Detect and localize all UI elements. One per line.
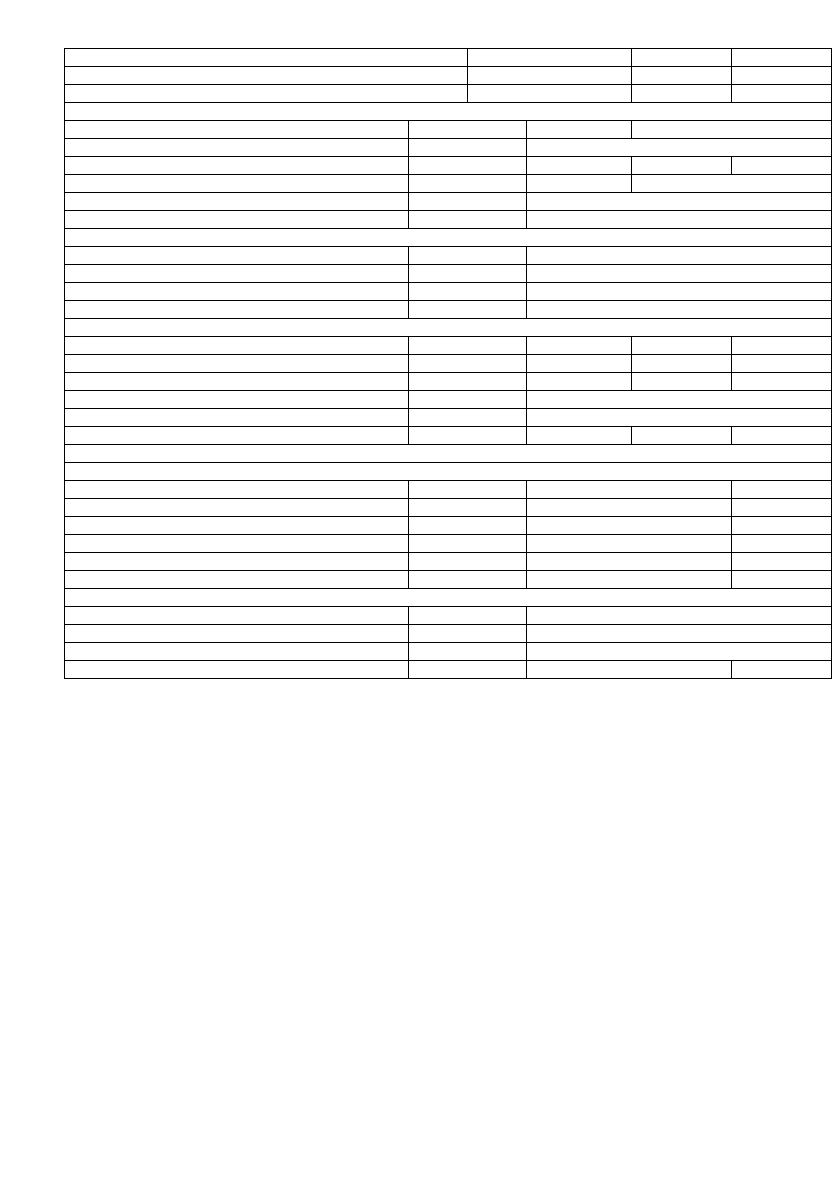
table-cell [409,499,527,517]
table-row [65,139,832,157]
table-cell [527,157,632,175]
table-cell [632,121,832,139]
table-cell [409,643,527,661]
table-row [65,409,832,427]
table-cell [65,49,468,67]
table-cell [527,373,632,391]
table-row [65,175,832,193]
table-cell [632,157,732,175]
table-row [65,373,832,391]
table-cell [65,337,409,355]
table-cell [732,535,832,553]
table-cell [409,247,527,265]
table-cell [527,391,832,409]
table-row [65,391,832,409]
table-section-row [65,319,832,337]
table-cell [409,121,527,139]
table-cell [65,319,832,337]
table-cell [632,175,832,193]
table-cell [65,643,409,661]
table-cell [527,175,632,193]
table-cell [409,661,527,679]
table-cell [65,571,409,589]
table-section-row [65,445,832,463]
table-cell [732,373,832,391]
table-cell [527,265,832,283]
table-cell [527,139,832,157]
table-cell [409,481,527,499]
table-cell [632,427,732,445]
table-cell [409,391,527,409]
table-row [65,499,832,517]
table-cell [65,229,832,247]
table-cell [409,553,527,571]
table-cell [65,481,409,499]
table-cell [632,49,732,67]
table-cell [409,193,527,211]
table-cell [527,301,832,319]
table-cell [468,49,632,67]
table-cell [65,535,409,553]
table-cell [65,103,832,121]
table-cell [632,85,732,103]
table-cell [468,67,632,85]
table-cell [409,427,527,445]
table-row [65,247,832,265]
table-row [65,301,832,319]
table-row [65,67,832,85]
table-cell [65,157,409,175]
table-cell [409,517,527,535]
table-cell [732,517,832,535]
table-cell [527,499,732,517]
table-cell [65,625,409,643]
table-section-row [65,229,832,247]
table-cell [65,211,409,229]
table-section-row [65,589,832,607]
table-cell [65,121,409,139]
table-cell [409,355,527,373]
table-row [65,85,832,103]
table-cell [527,409,832,427]
table-cell [65,661,409,679]
table-row [65,535,832,553]
table-cell [527,283,832,301]
table-section-row [65,103,832,121]
table-cell [65,283,409,301]
table-cell [65,139,409,157]
table-row [65,211,832,229]
table-cell [527,355,632,373]
table-cell [732,661,832,679]
table-cell [409,265,527,283]
table-cell [527,481,732,499]
table-cell [65,391,409,409]
table-cell [409,571,527,589]
table-body [65,49,832,679]
table-cell [527,661,732,679]
table-cell [65,193,409,211]
table-row [65,625,832,643]
table-row [65,553,832,571]
table-cell [732,85,832,103]
table-cell [65,607,409,625]
table-cell [732,481,832,499]
table-cell [409,175,527,193]
table-cell [527,625,832,643]
table-cell [65,301,409,319]
table-section-row [65,463,832,481]
table-cell [65,85,468,103]
table-row [65,49,832,67]
table-cell [732,499,832,517]
table-cell [527,553,732,571]
table-cell [527,427,632,445]
table-cell [632,355,732,373]
table-cell [409,283,527,301]
table-cell [65,517,409,535]
table-cell [632,67,732,85]
table-row [65,337,832,355]
table-cell [65,175,409,193]
table-row [65,265,832,283]
table-cell [65,355,409,373]
table-cell [409,607,527,625]
specification-table [64,48,832,679]
table-row [65,661,832,679]
table-cell [732,571,832,589]
table-cell [527,517,732,535]
table-cell [65,67,468,85]
table-cell [409,211,527,229]
table-cell [527,211,832,229]
table-row [65,607,832,625]
table-row [65,283,832,301]
table-row [65,121,832,139]
table-cell [732,157,832,175]
table-cell [527,247,832,265]
table-cell [732,355,832,373]
table-cell [527,337,632,355]
table-cell [632,373,732,391]
table-row [65,481,832,499]
table-cell [65,445,832,463]
table-cell [732,553,832,571]
table-cell [409,409,527,427]
table-cell [527,643,832,661]
table-cell [65,553,409,571]
table-cell [409,373,527,391]
table-cell [527,121,632,139]
table-cell [409,625,527,643]
table-cell [732,337,832,355]
table-cell [65,265,409,283]
table-cell [65,463,832,481]
table-cell [632,337,732,355]
table-cell [409,301,527,319]
table-cell [732,427,832,445]
table-cell [65,499,409,517]
table-row [65,517,832,535]
table-cell [732,67,832,85]
table-row [65,571,832,589]
table-row [65,157,832,175]
table-cell [65,409,409,427]
table-row [65,427,832,445]
table-cell [732,49,832,67]
table-cell [527,607,832,625]
table-cell [527,535,732,553]
table-cell [468,85,632,103]
table-cell [527,193,832,211]
table-cell [409,337,527,355]
table-cell [527,571,732,589]
table-cell [409,157,527,175]
table-row [65,643,832,661]
table-cell [409,535,527,553]
table-row [65,355,832,373]
table-cell [65,589,832,607]
table-cell [65,373,409,391]
table-row [65,193,832,211]
table-cell [409,139,527,157]
table-cell [65,247,409,265]
table-cell [65,427,409,445]
